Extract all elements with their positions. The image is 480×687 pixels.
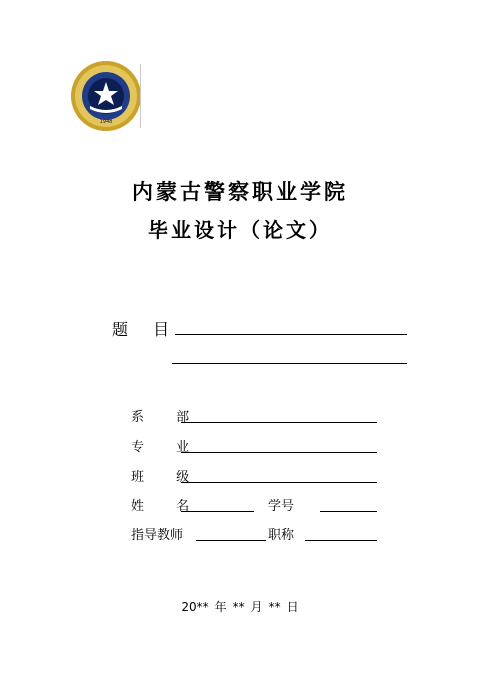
document-title: 毕业设计（论文） xyxy=(148,218,332,242)
police-college-emblem-icon xyxy=(70,60,142,132)
emblem-year: 1948 xyxy=(99,119,113,125)
topic-line-1[interactable] xyxy=(175,334,407,335)
department-label: 系 部 xyxy=(131,410,204,425)
name-line[interactable] xyxy=(181,511,254,512)
school-name: 内蒙古警察职业学院 xyxy=(132,179,348,204)
class-label: 班 级 xyxy=(131,470,204,485)
advisor-line[interactable] xyxy=(196,540,266,541)
date-month-unit: 月 xyxy=(250,600,263,614)
major-line[interactable] xyxy=(181,452,377,453)
department-line[interactable] xyxy=(181,422,377,423)
date-day: ** xyxy=(268,600,281,614)
topic-label: 题 目 xyxy=(112,320,180,339)
submission-date xyxy=(0,598,480,615)
topic-line-2[interactable] xyxy=(172,363,407,364)
date-year: 20** xyxy=(181,600,209,614)
class-line[interactable] xyxy=(181,482,377,483)
emblem-divider xyxy=(140,64,141,128)
date-year-unit: 年 xyxy=(214,600,227,614)
date-month: ** xyxy=(232,600,245,614)
name-label: 姓 名 xyxy=(131,499,204,514)
major-label: 专 业 xyxy=(131,440,204,455)
student-id-label: 学号 xyxy=(268,499,295,514)
student-id-line[interactable] xyxy=(320,511,377,512)
date-day-unit: 日 xyxy=(286,600,299,614)
advisor-title-label: 职称 xyxy=(268,528,295,543)
advisor-title-line[interactable] xyxy=(305,540,377,541)
advisor-label: 指导教师 xyxy=(131,528,184,543)
